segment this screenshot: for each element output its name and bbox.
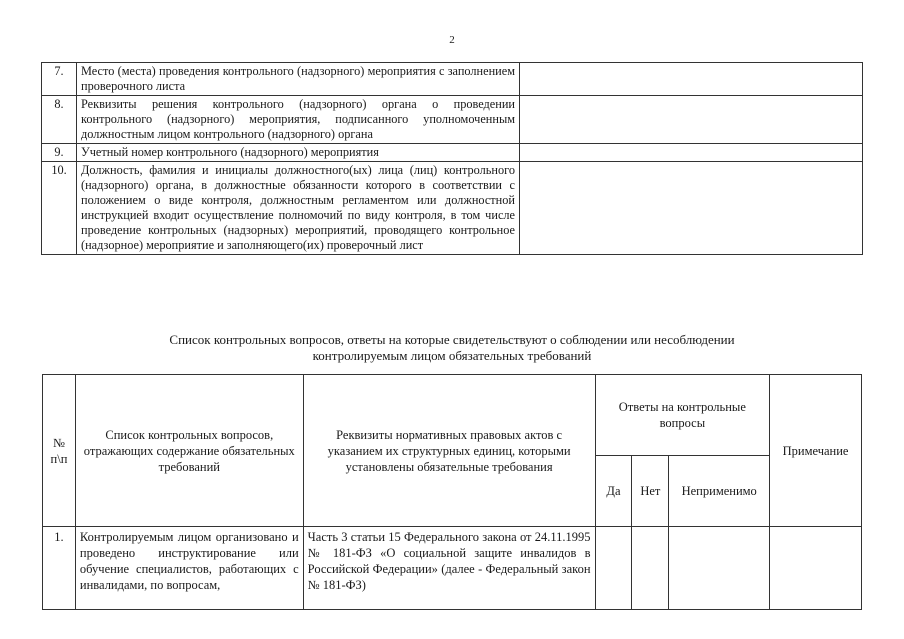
row-label: Должность, фамилия и инициалы должностного(ых) лица (лиц) контрольного (надзорного) органа, в должностные обязанности которого в соответствии с положением о виде контроля, должностным регламентом или должностной инструкцией входит осуществление полномочий по виду контроля, в том числе проведение контрольных (надзорных) мероприятий, проводящего контрольное (надзорное) мероприятие и заполняющего(их) проверочный лист (77, 162, 520, 255)
row-number: 10. (42, 162, 77, 255)
row-number: 8. (42, 96, 77, 144)
question-number: 1. (43, 527, 76, 610)
info-row (42, 144, 863, 162)
header-row (43, 375, 862, 456)
header-num: № п\п (43, 375, 76, 527)
info-row (42, 162, 863, 255)
section-title (80, 332, 824, 364)
row-value (520, 144, 863, 162)
header-question-list: Список контрольных вопросов, отражающих содержание обязательных требований (75, 375, 303, 527)
row-label: Место (места) проведения контрольного (надзорного) мероприятия с заполнением проверочного листа (77, 63, 520, 96)
row-number: 7. (42, 63, 77, 96)
header-yes: Да (595, 456, 632, 527)
inspection-info-table (41, 62, 863, 255)
answer-na-cell[interactable] (669, 527, 770, 610)
table-row (43, 527, 862, 610)
page-number: 2 (449, 34, 455, 46)
header-not-applicable: Неприменимо (669, 456, 770, 527)
answer-yes-cell[interactable] (595, 527, 632, 610)
section-title-line: контролируемым лицом обязательных требований (312, 348, 592, 363)
row-value (520, 96, 863, 144)
row-label: Реквизиты решения контрольного (надзорного) органа о проведении контрольного (надзорного) мероприятия, подписанного уполномоченным должностным лицом контрольного (надзорного) органа (77, 96, 520, 144)
header-answers: Ответы на контрольные вопросы (595, 375, 770, 456)
header-no: Нет (632, 456, 669, 527)
info-row (42, 96, 863, 144)
row-number: 9. (42, 144, 77, 162)
header-requisites: Реквизиты нормативных правовых актов с указанием их структурных единиц, которыми установлены обязательные требования (303, 375, 595, 527)
section-title-line: Список контрольных вопросов, ответы на которые свидетельствуют о соблюдении или несоблюдении (169, 332, 735, 347)
row-value (520, 162, 863, 255)
answer-no-cell[interactable] (632, 527, 669, 610)
header-note: Примечание (770, 375, 862, 527)
note-cell[interactable] (770, 527, 862, 610)
row-value (520, 63, 863, 96)
question-requisites: Часть 3 статьи 15 Федерального закона от 24.11.1995 № 181-ФЗ «О социальной защите инвалидов в Российской Федерации» (далее - Федеральный закон № 181-ФЗ) (303, 527, 595, 610)
control-questions-table (42, 374, 862, 610)
question-text: Контролируемым лицом организовано и проведено инструктирование или обучение специалистов, работающих с инвалидами, по вопросам, (75, 527, 303, 610)
info-row (42, 63, 863, 96)
row-label: Учетный номер контрольного (надзорного) мероприятия (77, 144, 520, 162)
